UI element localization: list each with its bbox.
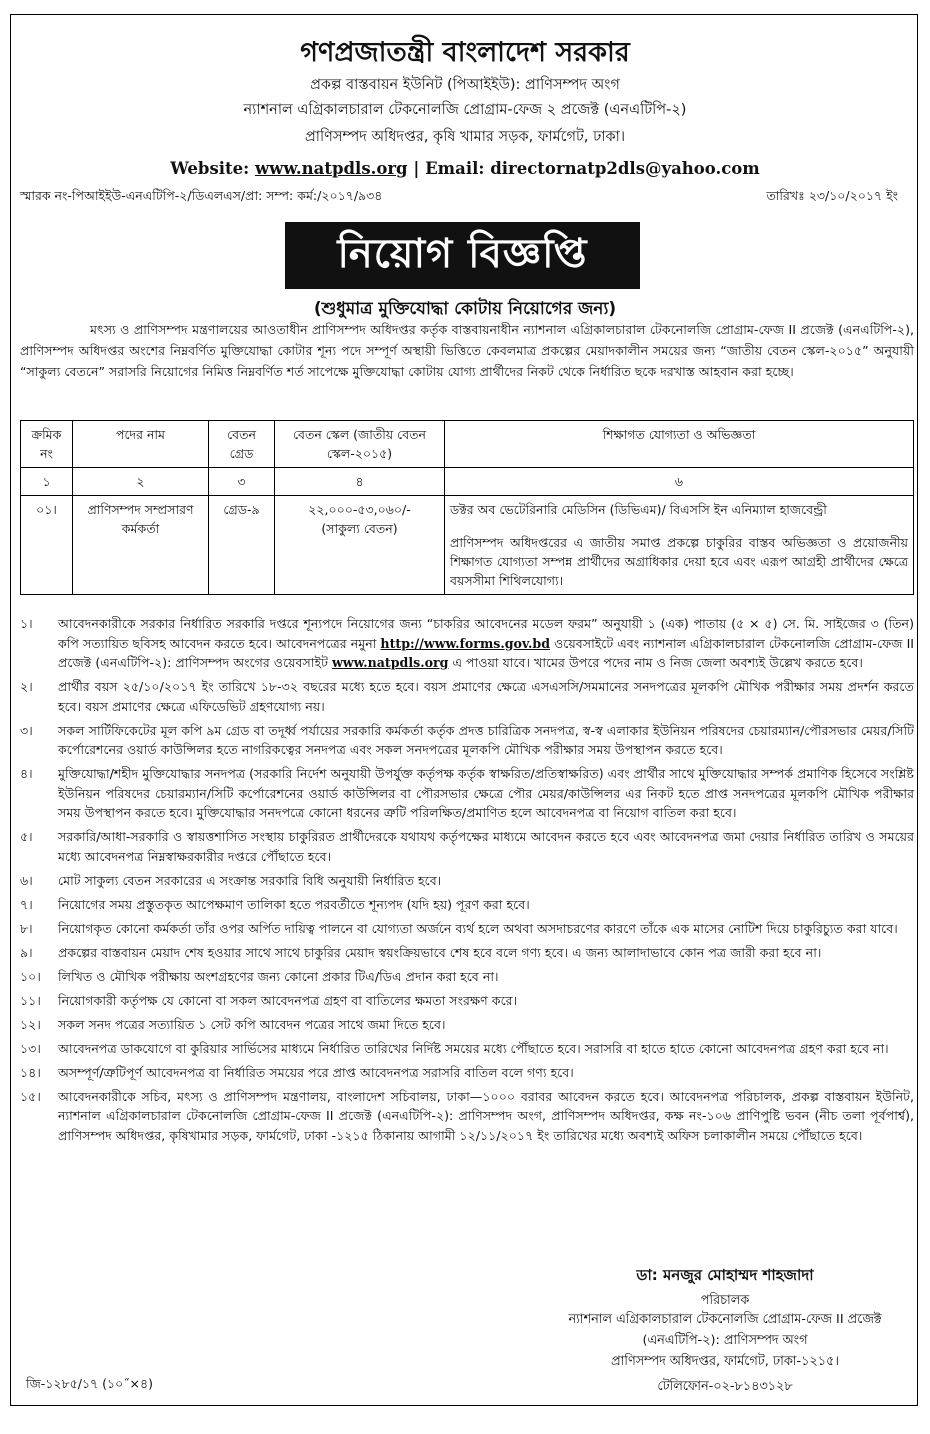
- contact-separator: |: [407, 159, 426, 178]
- item-number: ৩।: [20, 722, 33, 738]
- item-text: প্রকল্পের বাস্তবায়ন মেয়াদ শেষ হওয়ার সাথে সাথে চাকুরির মেয়াদ স্বয়ংক্রিয়ভাবে শেষ হবে বলে গণ্য হবে। এ জন্য আলাদাভাবে কোন পত্র জারী করা হবে না।: [58, 944, 822, 960]
- intro-paragraph: [20, 319, 914, 382]
- memo-number: স্মারক নং-পিআইইউ-এনএটিপি-২/ডিএলএস/প্রা: সম্প: কর্ম:/২০১৭/৯৩৪: [20, 188, 383, 203]
- list-item: [16, 721, 914, 760]
- list-item: [16, 764, 914, 823]
- column-number: ৬: [445, 468, 914, 496]
- item-number: ১৫।: [20, 1088, 41, 1104]
- item-text: সকল সার্টিফিকেটের মূল কপি ৯ম গ্রেড বা তদূর্ধ্ব পর্যায়ের সরকারি কর্মকর্তা কর্তৃক প্রদত্ত চারিত্রিক সনদপত্র, স্ব-স্ব এলাকার ইউনিয়ন পরিষদের চেয়ারম্যান/পৌরসভার মেয়র/সিটি কর্পোরেশনের ওয়ার্ড কাউন্সিলর হতে নাগরিকত্বের সনদপত্র এবং সকল সনদপত্রের মূলকপি মৌখিক পরীক্ষার সময় উপস্থাপন করতে হবে।: [58, 722, 914, 757]
- signatory-title: পরিচালক: [700, 1293, 750, 1308]
- list-item: [16, 1039, 914, 1059]
- list-item: [16, 895, 914, 915]
- government-title: গণপ্রজাতন্ত্রী বাংলাদেশ সরকার: [300, 37, 630, 68]
- item-text: নিয়োগের সময় প্রস্তুতকৃত আপেক্ষমাণ তালিকা হতে পরবর্তীতে শূন্যপদ (যদি হয়) পূরণ করা হবে।: [58, 896, 530, 912]
- item-text: ওয়েবসাইটে এবং ন্যাশনাল এগ্রিকালচারাল টেকনোলজি প্রোগ্রাম-ফেজ II প্রজেক্ট (এনএটিপি-২): প্রাণিসম্পদ অংগের ওয়েবসাইট: [58, 635, 914, 670]
- item-number: ৬।: [20, 872, 33, 888]
- item-text: অসম্পূর্ণ/ত্রুটিপূর্ণ আবেদনপত্র বা নির্ধারিত সময়ের পরে প্রাপ্ত আবেদনপত্র সরাসরি বাতিল বলে গণ্য হবে।: [58, 1064, 574, 1080]
- scale-note: (সাকুল্য বেতন): [321, 521, 398, 536]
- column-number: ২: [73, 468, 209, 496]
- notice-date: তারিখঃ ২৩/১০/২০১৭ ইং: [766, 188, 898, 203]
- item-number: ১।: [20, 616, 33, 631]
- header-post: পদের নাম: [73, 421, 209, 468]
- item-number: ১৪।: [20, 1064, 41, 1080]
- list-item: [16, 677, 914, 716]
- list-item: [16, 967, 914, 987]
- item-number: ১১।: [20, 992, 41, 1008]
- signatory-project: ন্যাশনাল এগ্রিকালচারাল টেকনোলজি প্রোগ্রাম-ফেজ II প্রজেক্ট: [568, 1312, 882, 1327]
- item-number: ৪।: [20, 766, 33, 781]
- row-grade: গ্রেড-৯: [209, 496, 275, 595]
- address-line: প্রাণিসম্পদ অধিদপ্তর, কৃষি খামার সড়ক, ফার্মগেট, ঢাকা।: [304, 129, 626, 145]
- item-number: ১৩।: [20, 1040, 41, 1056]
- email-address[interactable]: directornatp2dls@yahoo.com: [490, 159, 760, 178]
- project-line: ন্যাশনাল এগ্রিকালচারাল টেকনোলজি প্রোগ্রাম-ফেজ ২ প্রজেক্ট (এনএটিপি-২): [243, 102, 687, 118]
- conditions-list: [16, 614, 914, 1150]
- item-text: এ পাওয়া যাবে। খামের উপরে পদের নাম ও নিজ জেলা অবশ্যই উল্লেখ করতে হবে।: [448, 655, 863, 670]
- item-text: মুক্তিযোদ্ধা/শহীদ মুক্তিযোদ্ধার সনদপত্র (সরকারি নির্দেশ অনুযায়ী উপর্যুক্ত কর্তৃপক্ষ কর্তৃক স্বাক্ষরিত/প্রতিস্বাক্ষরিত) এবং প্রার্থীর সাথে মুক্তিযোদ্ধার সম্পর্ক প্রমাণিক হিসেবে সংশ্লিষ্ট ইউনিয়ন পরিষদের চেয়ারম্যান/সিটি কর্পোরেশনের ওয়ার্ড কাউন্সিলর বা পৌরসভার ক্ষেত্রে পৌর মেয়র/কাউন্সিলর এর নিকট হতে প্রাপ্ত সনদপত্রের মূলকপি মৌখিক পরীক্ষার সময় উপস্থাপন করতে হবে। মুক্তিযোদ্ধার সনদপত্রে কোনো ধরনের ত্রুটি পরিলক্ষিত/প্রমাণিত হলে আবেদনপত্র বা নিয়োগ বাতিল করা হবে।: [58, 766, 914, 820]
- header-scale: বেতন স্কেল (জাতীয় বেতন স্কেল-২০১৫): [275, 421, 445, 468]
- item-text: প্রার্থীর বয়স ২৫/১০/২০১৭ ইং তারিখে ১৮-৩২ বছরের মধ্যে হতে হবে। বয়স প্রমাণের ক্ষেত্রে এসএসসি/সমমানের সনদপত্রের মূলকপি মৌখিক পরীক্ষার সময় প্রদর্শন করতে হবে। বয়স প্রমাণের ক্ষেত্রে এফিডেভিট গ্রহণযোগ্য নয়।: [58, 679, 914, 714]
- item-text: লিখিত ও মৌখিক পরীক্ষায় অংশগ্রহণের জন্য কোনো প্রকার টিএ/ডিএ প্রদান করা হবে না।: [58, 968, 499, 984]
- item-number: ৭।: [20, 896, 33, 912]
- vacancy-table: [20, 420, 914, 595]
- list-item: [16, 919, 914, 939]
- table-row: [21, 496, 914, 595]
- list-item: [16, 827, 914, 866]
- item-text: সরকারি/আধা-সরকারি ও স্বায়ত্তশাসিত সংস্থায় চাকুরিরত প্রার্থীদেরকে যথাযথ কর্তৃপক্ষের মাধ্যমে আবেদন করতে হবে এবং আবেদনপত্র জমা দেয়ার নির্ধারিত তারিখ ও সময়ের মধ্যে আবেদনপত্র নিম্নস্বাক্ষরকারীর দপ্তরে পৌঁছাতে হবে।: [58, 829, 914, 864]
- table-number-row: [21, 468, 914, 496]
- signatory-wing: (এনএটিপি-২): প্রাণিসম্পদ অংগ: [642, 1333, 808, 1348]
- item-number: ৫।: [20, 829, 33, 844]
- item-text: আবেদনপত্র ডাকযোগে বা কুরিয়ার সার্ভিসের মাধ্যমে নির্ধারিত তারিখের নির্দিষ্ট সময়ের মধ্যে পৌঁছাতে হবে। সরাসরি বা হাতে হাতে কোনো আবেদনপত্র গ্রহণ করা হবে না।: [58, 1040, 889, 1056]
- experience-text: প্রাণিসম্পদ অধিদপ্তরের এ জাতীয় সমাপ্ত প্রকল্পে চাকুরির বাস্তব অভিজ্ঞতা ও প্রয়োজনীয় শিক্ষাগত যোগ্যতা সম্পন্ন প্রার্থীদের অগ্রাধিকার দেয়া হবে এবং এরূপ আগ্রহী প্রার্থীদের ক্ষেত্রে বয়সসীমা শিথিলযোগ্য।: [450, 535, 908, 588]
- list-item: [16, 991, 914, 1011]
- item-number: ১০।: [20, 968, 41, 984]
- item-text: আবেদনকারীকে সচিব, মৎস্য ও প্রাণিসম্পদ মন্ত্রণালয়, বাংলাদেশ সচিবালয়, ঢাকা—১০০০ বরাবর আবেদন করতে হবে। আবেদনপত্র পরিচালক, প্রকল্প বাস্তবায়ন ইউনিট, ন্যাশনাল এগ্রিকালচারাল টেকনোলজি প্রোগ্রাম-ফেজ II প্রজেক্ট (এনএটিপি-২): প্রাণিসম্পদ অংগ, প্রাণিসম্পদ অধিদপ্তর, কক্ষ নং-১০৬ প্রাণিপুষ্টি ভবন (নীচ তলা পূর্বপার্শ্ব), প্রাণিসম্পদ অধিদপ্তর, কৃষিখামার সড়ক, ফার্মগেট, ঢাকা -১২১৫ ঠিকানায় আগামী ১২/১১/২০১৭ ইং তারিখের মধ্যে অবশ্যই অফিস চলাকালীন সময়ে পৌঁছাতে হবে।: [58, 1088, 914, 1143]
- list-item: [16, 871, 914, 891]
- item-text: মোট সাকুল্য বেতন সরকারের এ সংক্রান্ত সরকারি বিধি অনুযায়ী নির্ধারিত হবে।: [58, 872, 442, 888]
- header-grade: বেতন গ্রেড: [209, 421, 275, 468]
- email-label: Email:: [425, 159, 491, 178]
- row-serial: ০১।: [21, 496, 73, 595]
- item-text: সকল সনদ পত্রের সত্যায়িত ১ সেট কপি আবেদন পত্রের সাথে জমা দিতে হবে।: [58, 1016, 446, 1032]
- row-qualification: [445, 496, 914, 595]
- column-number: ১: [21, 468, 73, 496]
- list-item: [16, 614, 914, 673]
- notice-banner: নিয়োগ বিজ্ঞপ্তি: [285, 222, 640, 289]
- scale-value: ২২,০০০-৫৩,০৬০/-: [308, 502, 411, 517]
- list-item: [16, 943, 914, 963]
- forms-link[interactable]: http://www.forms.gov.bd: [380, 635, 550, 651]
- item-number: ২।: [20, 679, 33, 694]
- header-serial: ক্রমিক নং: [21, 421, 73, 468]
- signatory-phone: টেলিফোন-০২-৮১৪৩১২৮: [657, 1379, 793, 1394]
- item-text: নিয়োগকৃত কোনো কর্মকর্তা তাঁর ওপর অর্পিত দায়িত্ব পালনে বা যোগ্যতা অর্জনে ব্যর্থ হলে অথবা অসদাচরণের কারণে তাঁকে এক মাসের নোটিশ দিয়ে চাকুরিচ্যুত করা যাবে।: [58, 920, 898, 936]
- project-website-link[interactable]: www.natpdls.org: [331, 655, 449, 670]
- item-number: ১২।: [20, 1016, 41, 1032]
- unit-line: প্রকল্প বাস্তবায়ন ইউনিট (পিআইইউ): প্রাণিসম্পদ অংগ: [310, 77, 620, 93]
- notice-subtitle: (শুধুমাত্র মুক্তিযোদ্ধা কোটায় নিয়োগের জন্য): [313, 299, 617, 319]
- intro-text: মৎস্য ও প্রাণিসম্পদ মন্ত্রণালয়ের আওতাধীন প্রাণিসম্পদ অধিদপ্তর কর্তৃক বাস্তবায়নাধীন ন্যাশনাল এগ্রিকালচারাল টেকনোলজি প্রোগ্রাম-ফেজ II প্রজেক্ট (এনএটিপি-২), প্রাণিসম্পদ অধিদপ্তর অংশের নিম্নবর্ণিত মুক্তিযোদ্ধা কোটার শূন্য পদে সম্পূর্ণ অস্থায়ী ভিত্তিতে কেবলমাত্র প্রকল্পের মেয়াদকালীন সময়ের জন্য “জাতীয় বেতন স্কেল-২০১৫” অনুযায়ী “সাকুল্য বেতনে” সরাসরি নিয়োগের নিমিত্ত নিম্নবর্ণিত শর্ত সাপেক্ষে মুক্তিযোদ্ধা কোটায় যোগ্য প্রার্থীদের নিকট থেকে নির্ধারিত ছকে দরখাস্ত আহবান করা হচ্ছে।: [20, 322, 914, 379]
- row-post: প্রাণিসম্পদ সম্প্রসারণ কর্মকর্তা: [73, 496, 209, 595]
- advertisement-code: জি-১২৮৫/১৭ (১০˝×৪): [26, 1376, 153, 1391]
- qualification-text: ডক্টর অব ভেটেরিনারি মেডিসিন (ডিভিএম)/ বিএসসি ইন এনিম্যাল হাজবেন্ড্রী: [450, 502, 827, 517]
- website-label: Website:: [170, 159, 255, 178]
- list-item: [16, 1087, 914, 1146]
- signatory-name: ডা: মনজুর মোহাম্মদ শাহজাদা: [636, 1266, 814, 1284]
- list-item: [16, 1063, 914, 1083]
- signatory-address: প্রাণিসম্পদ অধিদপ্তর, ফার্মগেট, ঢাকা-১২১৫।: [611, 1354, 839, 1369]
- item-number: ৯।: [20, 944, 33, 960]
- item-text: আবেদনকারীকে সরকার নির্ধারিত সরকারি দপ্তরে শূন্যপদে নিয়োগের জন্য “চাকরির আবেদনের মডেল ফরম” অনুযায়ী ১ (এক) পাতায় (৫ × ৫) সে. মি. সাইজের ৩ (তিন) কপি সত্যায়িত ছবিসহ আবেদন করতে হবে। আবেদনপত্রের নমুনা: [58, 616, 914, 651]
- column-number: ৪: [275, 468, 445, 496]
- table-header-row: [21, 421, 914, 468]
- header-qualification: শিক্ষাগত যোগ্যতা ও অভিজ্ঞতা: [445, 421, 914, 468]
- list-item: [16, 1015, 914, 1035]
- contact-line: [0, 159, 930, 178]
- item-number: ৮।: [20, 920, 33, 936]
- column-number: ৩: [209, 468, 275, 496]
- row-scale: [275, 496, 445, 595]
- item-text: নিয়োগকারী কর্তৃপক্ষ যে কোনো বা সকল আবেদনপত্র গ্রহণ বা বাতিলের ক্ষমতা সংরক্ষণ করে।: [58, 992, 518, 1008]
- website-link[interactable]: www.natpdls.org: [254, 159, 408, 178]
